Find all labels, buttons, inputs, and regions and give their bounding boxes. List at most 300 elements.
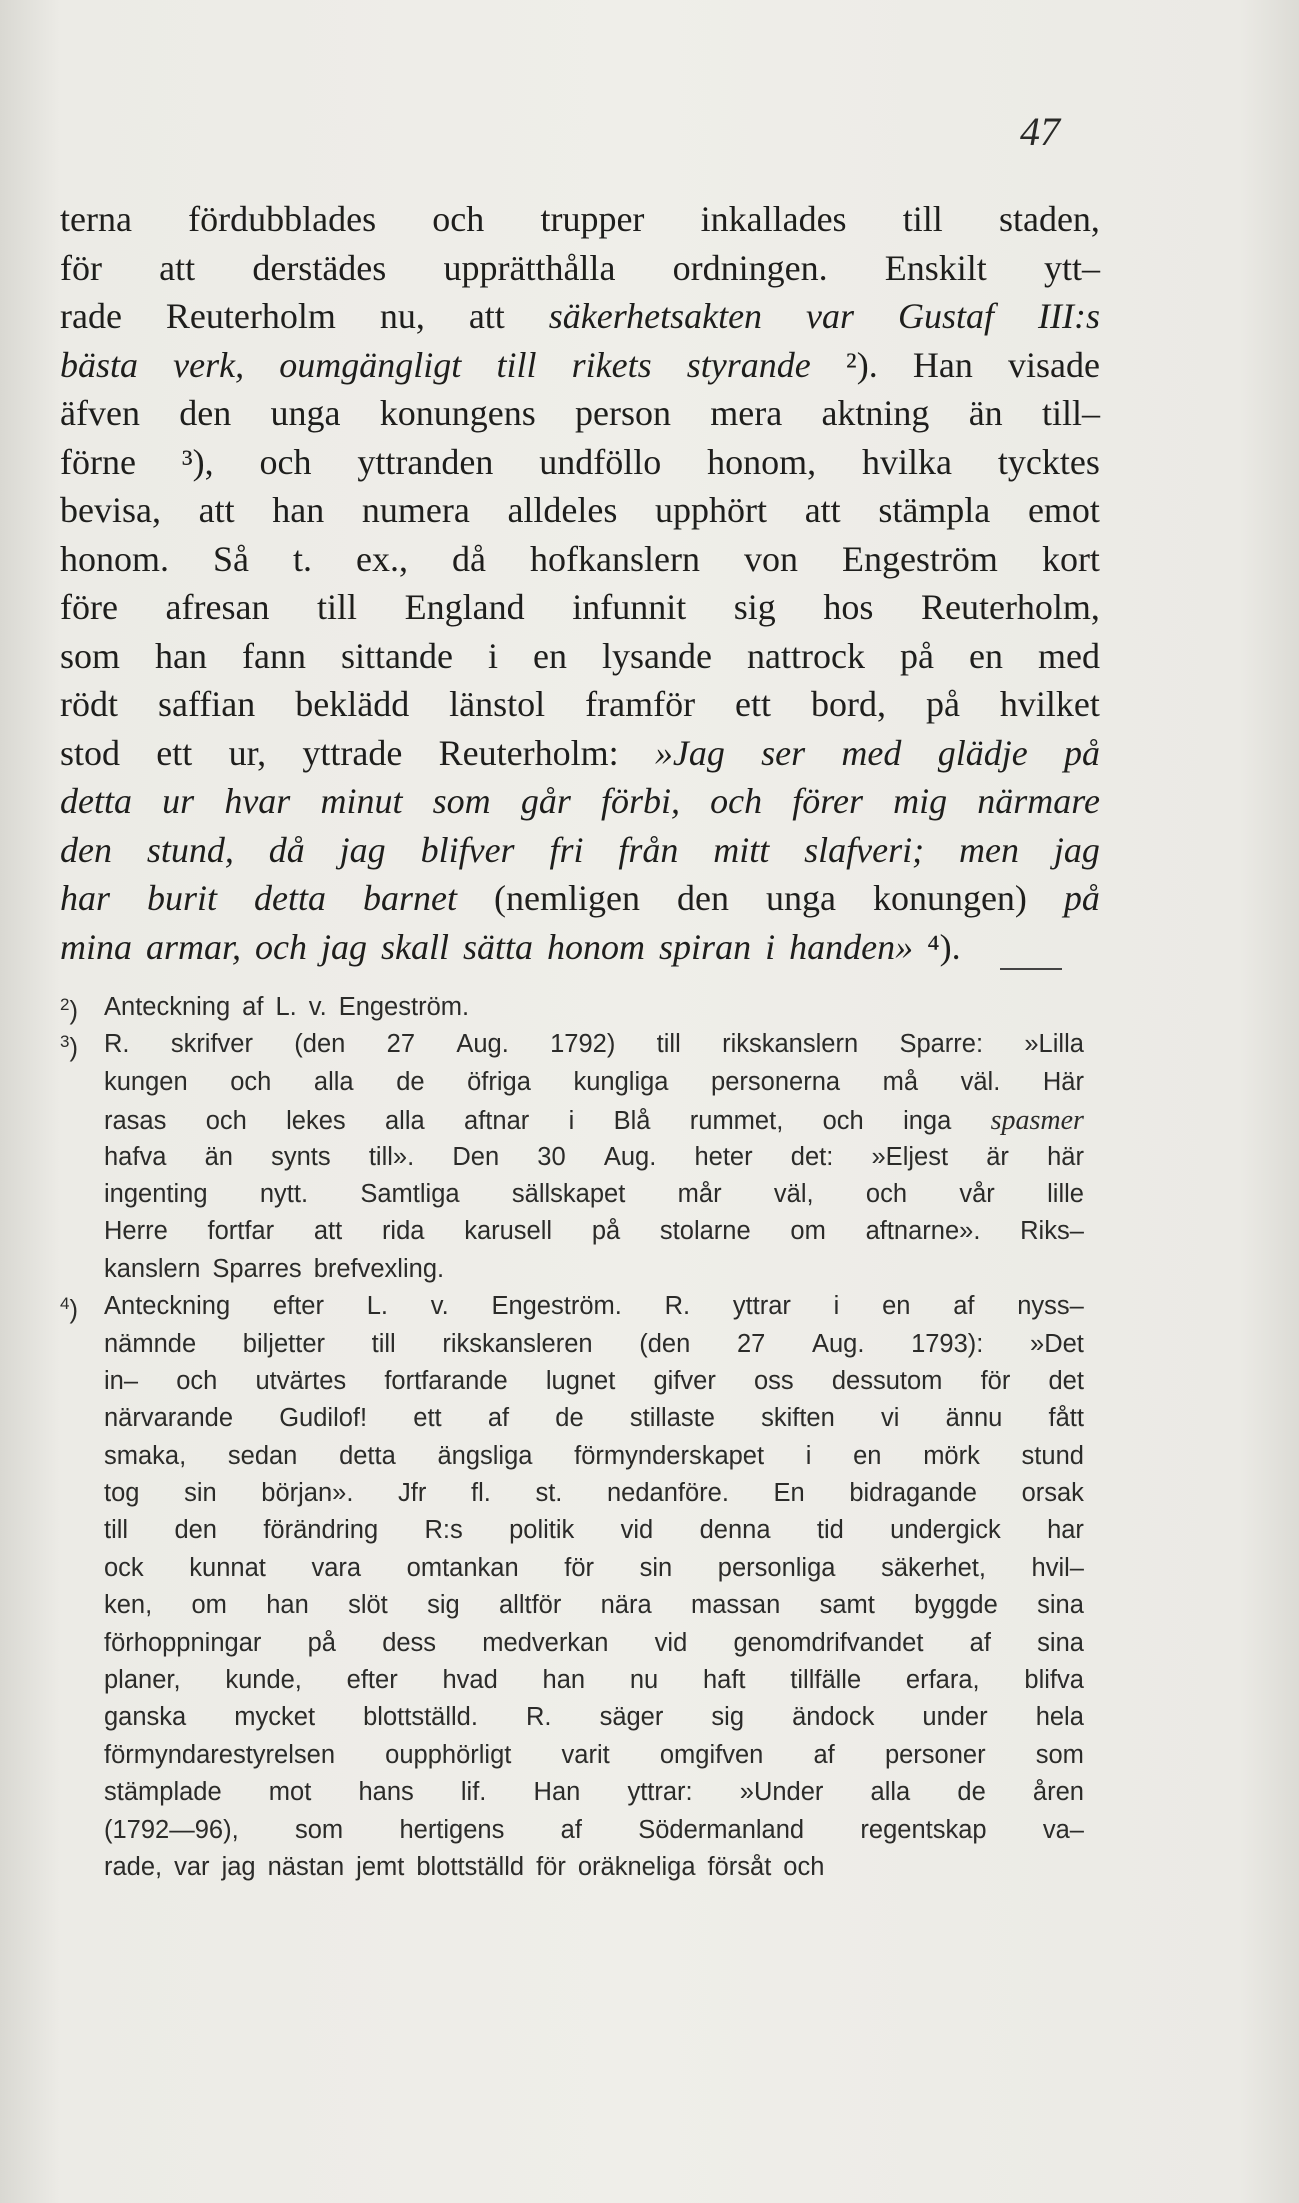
word: emot: [1027, 490, 1100, 530]
word: Aug.: [811, 1329, 865, 1358]
word: en: [969, 635, 1003, 676]
word: än: [204, 1142, 233, 1171]
word: fått: [1048, 1404, 1084, 1433]
word: han: [266, 1591, 309, 1620]
word: undföllo: [539, 441, 662, 482]
word: länstol: [449, 684, 546, 724]
word: stillaste: [629, 1404, 715, 1433]
word: verk,: [173, 344, 245, 385]
word: nattrock: [747, 635, 865, 676]
word: mina: [60, 926, 132, 967]
footnote-separator-rule: [1000, 968, 1062, 970]
word: vid: [654, 1628, 688, 1657]
word: Engeström.: [338, 993, 470, 1021]
word: på: [1063, 732, 1100, 773]
word: ser: [761, 732, 806, 773]
word: yttrar: [732, 1292, 791, 1321]
footnote-mark: $^3$): [60, 1032, 78, 1063]
word: för: [536, 1852, 566, 1881]
word: honom.: [60, 538, 170, 579]
word: de: [396, 1067, 425, 1096]
word: ett: [156, 732, 193, 773]
footnote: [60, 1292, 1084, 1890]
word: aktning: [821, 393, 930, 433]
word: erfara,: [905, 1666, 980, 1695]
word: orsak: [1021, 1479, 1084, 1508]
word: sittande: [341, 635, 453, 676]
word: personer: [884, 1740, 986, 1769]
word: att: [159, 247, 196, 288]
word: jag: [1053, 829, 1100, 870]
word: L.: [275, 993, 297, 1021]
word: ängsliga: [437, 1441, 533, 1470]
text-line: [60, 489, 1100, 538]
word: nu: [629, 1666, 659, 1695]
word: till: [902, 199, 943, 239]
word: jag: [321, 926, 368, 967]
footnote-line: [104, 1367, 1084, 1404]
word: nyss–: [1017, 1292, 1084, 1321]
text-line: [60, 877, 1100, 926]
footnote-line: [104, 1143, 1084, 1180]
word: rikskanslern: [722, 1030, 859, 1059]
word: som: [432, 781, 491, 821]
word: som: [60, 635, 121, 676]
word: aftnar: [464, 1107, 530, 1136]
word: att: [198, 490, 235, 530]
word: öfriga: [467, 1067, 531, 1096]
word: in–: [104, 1366, 139, 1395]
word: fortfar: [207, 1217, 275, 1246]
word: omgifven: [659, 1740, 764, 1769]
footnote-line: [104, 1105, 1084, 1142]
word: för: [980, 1366, 1011, 1395]
word: fann: [242, 635, 306, 676]
word: förne: [60, 441, 136, 482]
word: Aug.: [603, 1142, 657, 1171]
word: han: [155, 635, 208, 676]
word: närvarande: [104, 1404, 234, 1433]
word: mår: [677, 1179, 722, 1208]
word: infunnit: [572, 587, 687, 627]
word: afresan: [165, 587, 270, 627]
word: karusell: [464, 1217, 553, 1246]
word: alla: [385, 1107, 425, 1136]
word: denna: [699, 1516, 771, 1545]
word: kungliga: [573, 1067, 669, 1096]
word: vår: [959, 1179, 995, 1208]
word: tog: [104, 1479, 140, 1508]
word: ur,: [228, 732, 267, 773]
word: var: [806, 296, 855, 336]
word: genomdrifvandet: [733, 1628, 924, 1657]
word: sin: [639, 1553, 673, 1582]
word: en: [882, 1292, 911, 1321]
word: stolarne: [659, 1217, 751, 1246]
word: tycktes: [997, 441, 1100, 482]
word: »Jag: [654, 732, 725, 773]
word: rade,: [104, 1852, 163, 1881]
word: jemt: [356, 1852, 405, 1881]
word: stod: [60, 732, 121, 773]
footnote-line: [104, 1255, 1084, 1292]
footnote-line: [104, 1180, 1084, 1217]
word: kanslern: [104, 1254, 201, 1283]
word: till: [371, 1329, 396, 1358]
word: skall: [381, 926, 450, 967]
word: den: [676, 878, 729, 918]
word: i: [568, 1107, 575, 1136]
word: nämnde: [104, 1329, 197, 1358]
word: »Under: [739, 1778, 824, 1807]
text-line: [60, 780, 1100, 829]
word: (1792—96),: [104, 1815, 239, 1844]
word: England: [404, 587, 525, 627]
word: v.: [308, 993, 327, 1021]
word: blifver: [420, 829, 515, 870]
word: saffian: [157, 684, 256, 724]
word: nästan: [267, 1852, 345, 1881]
word: må: [882, 1067, 919, 1096]
word: »Eljest: [871, 1142, 949, 1171]
word: förbi,: [600, 781, 680, 821]
word: omtankan: [406, 1553, 519, 1582]
word: slöt: [348, 1591, 388, 1620]
word: och: [176, 1366, 218, 1395]
word: hertigens: [399, 1815, 505, 1844]
word: till: [656, 1030, 681, 1059]
word: blifva: [1024, 1666, 1084, 1695]
word: nu,: [379, 296, 425, 336]
word: dess: [382, 1628, 437, 1657]
footnote-line: [104, 1629, 1084, 1666]
word: hela: [1035, 1703, 1084, 1732]
word: rödt: [60, 684, 118, 724]
word: v.: [430, 1292, 449, 1321]
word: fördubblades: [188, 199, 377, 239]
footnote-line: [104, 1292, 1084, 1329]
word: Herre: [104, 1217, 168, 1246]
word: vara: [311, 1553, 362, 1582]
word: att: [804, 490, 841, 530]
word: om: [790, 1217, 826, 1246]
word: och: [865, 1179, 908, 1208]
word: för: [564, 1553, 594, 1582]
word: En: [773, 1479, 805, 1508]
word: honom: [547, 926, 646, 967]
word: början».: [261, 1479, 354, 1508]
word: hvad: [442, 1666, 498, 1695]
word: förändring: [263, 1516, 379, 1545]
word: ingenting: [104, 1179, 208, 1208]
footnote-line: [104, 1217, 1084, 1254]
word: vi: [880, 1404, 900, 1433]
word: närmare: [977, 781, 1100, 821]
word: oräkneliga: [577, 1852, 696, 1881]
word: ändock: [792, 1703, 875, 1732]
footnote: [60, 1030, 1084, 1292]
text-line: [60, 586, 1100, 635]
text-line: [60, 635, 1100, 684]
footnote-line: [104, 1666, 1084, 1703]
word: till: [496, 344, 537, 385]
word: af: [242, 993, 264, 1021]
word: 1792): [550, 1030, 616, 1059]
word: säger: [599, 1703, 664, 1732]
word: än: [968, 393, 1003, 433]
word: väl.: [960, 1067, 1001, 1096]
word: synts: [271, 1142, 331, 1171]
footnote-line: [104, 1442, 1084, 1479]
word: bord,: [811, 684, 886, 724]
word: bästa: [60, 344, 139, 385]
word: blottställd.: [363, 1703, 478, 1732]
word: smaka,: [104, 1441, 187, 1470]
word: Sparre:: [899, 1030, 984, 1059]
footnote-line: [104, 1853, 1084, 1890]
word: aftnarne».: [865, 1217, 981, 1246]
footnote-line: [104, 1703, 1084, 1740]
word: han: [272, 490, 325, 530]
word: med: [1038, 635, 1100, 676]
word: Blå: [613, 1107, 651, 1136]
page-number: 47: [1020, 109, 1060, 154]
word: yttranden: [357, 441, 494, 482]
footnote-line: [104, 1816, 1084, 1853]
word: men: [959, 829, 1020, 870]
word: väl,: [773, 1179, 814, 1208]
word: förmyndarestyrelsen: [104, 1740, 336, 1769]
word: för: [60, 247, 102, 288]
word: försåt: [707, 1852, 772, 1881]
word: mera: [710, 393, 783, 433]
word: och: [783, 1852, 825, 1881]
word: ock: [104, 1553, 144, 1582]
word: var: [174, 1852, 210, 1881]
word: ken,: [104, 1591, 153, 1620]
word: Riks–: [1020, 1217, 1084, 1246]
word: i: [765, 926, 776, 967]
word: konungen): [872, 878, 1027, 918]
word: nytt.: [259, 1179, 309, 1208]
text-line: [60, 344, 1100, 393]
word: till: [317, 587, 358, 627]
word: R.: [664, 1292, 691, 1321]
word: Reuterholm: [165, 296, 336, 336]
word: armar,: [146, 926, 242, 967]
word: va–: [1042, 1815, 1084, 1844]
word: förer: [792, 781, 863, 821]
word: barnet: [363, 878, 458, 918]
word: lille: [1047, 1179, 1084, 1208]
word: sina: [1037, 1628, 1084, 1657]
word: att: [313, 1217, 343, 1246]
word: det:: [790, 1142, 834, 1171]
word: 30: [537, 1142, 566, 1171]
word: R:s: [424, 1516, 463, 1545]
word: mitt: [713, 829, 770, 870]
word: yttrade: [302, 732, 403, 773]
word: vid: [620, 1516, 654, 1545]
word: sällskapet: [511, 1179, 626, 1208]
footnote-line: [104, 993, 1084, 1030]
word: undergick: [890, 1516, 1001, 1545]
word: fortfarande: [384, 1366, 508, 1395]
text-line: [60, 295, 1100, 344]
footnote-line: [104, 1030, 1084, 1067]
word: ur: [162, 781, 195, 821]
word: sina: [1037, 1591, 1084, 1620]
word: beklädd: [295, 684, 410, 724]
word: sin: [184, 1479, 217, 1508]
word: som: [294, 1815, 344, 1844]
word: jag: [221, 1852, 256, 1881]
word: lugnet: [545, 1366, 616, 1395]
word: terna: [60, 199, 132, 239]
word: ytt–: [1043, 247, 1100, 288]
word: handen»: [789, 926, 914, 967]
body-text: [60, 198, 1100, 974]
word: hvar: [224, 781, 291, 821]
word: Gudilof!: [279, 1404, 368, 1433]
word: rida: [381, 1217, 425, 1246]
word: mot: [268, 1778, 312, 1807]
text-line: [60, 732, 1100, 781]
word: efter: [272, 1292, 324, 1321]
word: sig: [427, 1591, 460, 1620]
word: framför: [585, 684, 696, 724]
word: utvärtes: [255, 1366, 347, 1395]
word: Här: [1042, 1067, 1084, 1096]
word: den: [60, 829, 112, 870]
footnote-line: [104, 1778, 1084, 1815]
text-line: [60, 198, 1100, 247]
word: regentskap: [860, 1815, 987, 1844]
footnotes: [60, 993, 1084, 1890]
word: oumgängligt: [279, 344, 462, 385]
text-line: [60, 538, 1100, 587]
word: tid: [816, 1516, 844, 1545]
word: styrande: [686, 344, 811, 385]
word: detta: [339, 1441, 396, 1470]
word: till–: [1041, 393, 1100, 433]
word: spasmer: [990, 1105, 1084, 1137]
word: på: [307, 1628, 336, 1657]
word: Anteckning: [104, 1292, 231, 1321]
word: Engeström.: [491, 1292, 622, 1321]
word: (nemligen: [494, 878, 640, 918]
word: Aug.: [456, 1030, 509, 1059]
word: upphört: [655, 490, 768, 530]
word: förhoppningar: [104, 1628, 262, 1657]
word: honom,: [707, 441, 817, 482]
word: planer,: [104, 1666, 181, 1695]
word: rasas: [104, 1107, 167, 1136]
word: alla: [870, 1778, 911, 1807]
word: ³),: [181, 441, 214, 482]
word: kunde,: [225, 1666, 302, 1695]
word: ex.,: [356, 538, 409, 579]
word: och: [822, 1107, 864, 1136]
word: person: [574, 393, 671, 433]
word: då: [452, 538, 486, 579]
word: hvilket: [999, 684, 1100, 724]
word: byggde: [914, 1591, 998, 1620]
word: rade: [60, 296, 122, 336]
word: oss: [754, 1366, 794, 1395]
word: staden,: [998, 199, 1100, 239]
word: 27: [736, 1329, 766, 1358]
text-line: [60, 683, 1100, 732]
word: säkerhetsakten: [548, 296, 763, 336]
word: ett: [413, 1404, 442, 1433]
word: de: [555, 1404, 584, 1433]
word: i: [488, 635, 499, 676]
word: stämplade: [104, 1778, 222, 1807]
word: alltför: [498, 1591, 562, 1620]
word: åren: [1032, 1778, 1084, 1807]
word: glädje: [937, 732, 1028, 773]
word: mörk: [923, 1441, 980, 1470]
word: detta: [60, 781, 132, 821]
word: inga: [903, 1107, 952, 1136]
word: biljetter: [242, 1329, 325, 1358]
word: rikets: [571, 344, 652, 385]
word: från: [618, 829, 679, 870]
word: bidragande: [849, 1479, 977, 1508]
word: 27: [386, 1030, 416, 1059]
footnote-line: [104, 1516, 1084, 1553]
word: på: [925, 684, 960, 724]
word: III:s: [1037, 296, 1100, 336]
word: lekes: [286, 1107, 346, 1136]
word: samt: [819, 1591, 875, 1620]
word: förmynderskapet: [574, 1441, 765, 1470]
word: alla: [313, 1067, 354, 1096]
word: 1793):: [911, 1329, 984, 1358]
footnote-mark: $^4$): [60, 1294, 78, 1325]
word: upprätthålla: [443, 247, 616, 288]
word: ännu: [945, 1404, 1003, 1433]
word: Enskilt: [884, 247, 987, 288]
word: skrifver: [170, 1030, 253, 1059]
word: detta: [254, 878, 327, 918]
word: blottställd: [416, 1852, 525, 1881]
footnote: [60, 993, 1084, 1030]
word: sig: [733, 587, 776, 627]
word: om: [191, 1591, 227, 1620]
word: äfven: [60, 393, 140, 433]
word: på: [900, 635, 934, 676]
word: här: [1047, 1142, 1084, 1171]
word: mycket: [234, 1703, 316, 1732]
word: och: [205, 1107, 247, 1136]
footnote-line: [104, 1554, 1084, 1591]
word: politik: [509, 1516, 575, 1545]
word: en: [533, 635, 568, 676]
word: Samtliga: [360, 1179, 460, 1208]
word: hans: [358, 1778, 414, 1807]
word: det: [1048, 1366, 1084, 1395]
word: derstädes: [252, 247, 387, 288]
word: brefvexling.: [313, 1254, 445, 1283]
word: numera: [361, 490, 470, 530]
word: oupphörligt: [385, 1740, 512, 1769]
word: i: [833, 1292, 840, 1321]
word: rikskansleren: [442, 1329, 593, 1358]
word: unga: [270, 393, 341, 433]
word: Sparres: [212, 1254, 302, 1283]
